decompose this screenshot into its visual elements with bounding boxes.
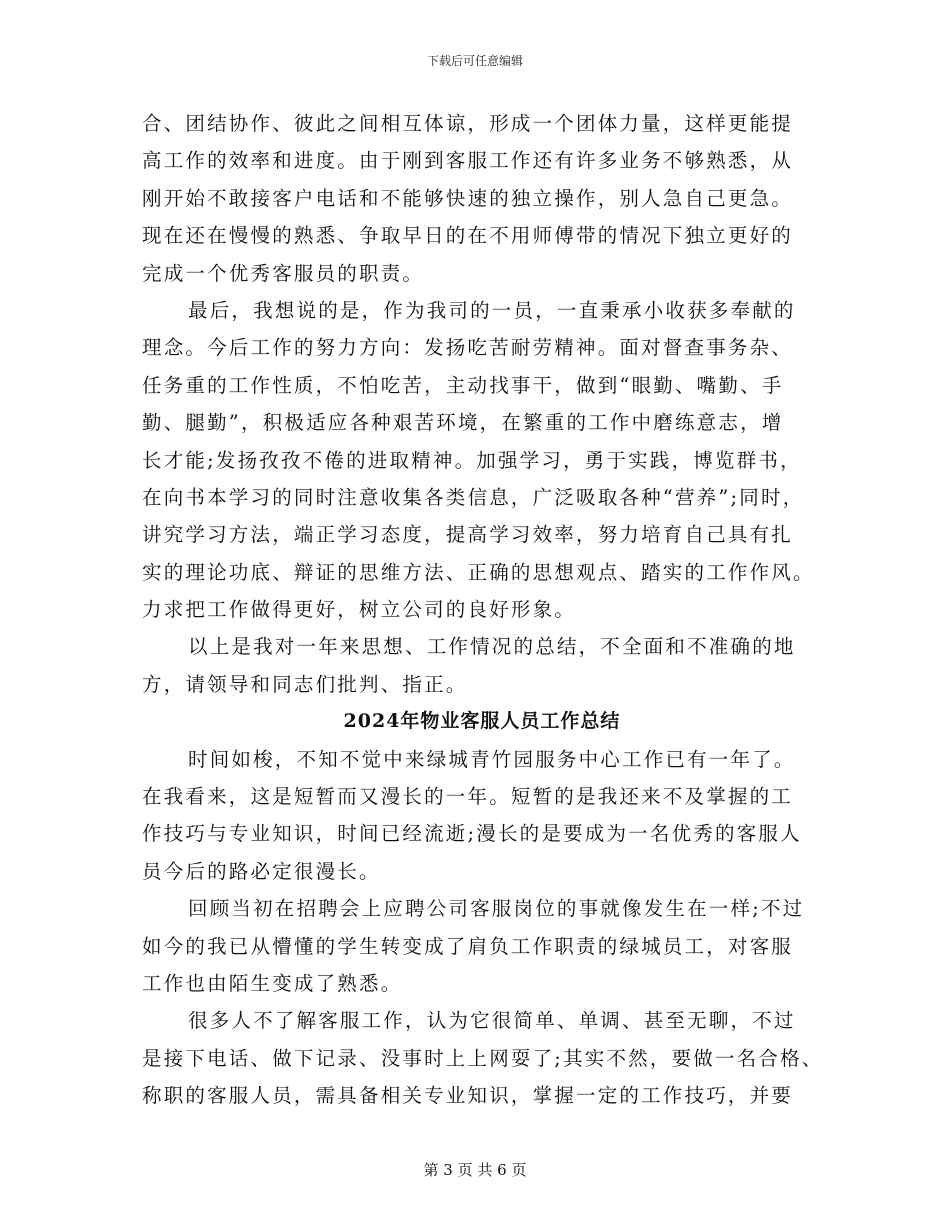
text-line: 讲究学习方法，端正学习态度，提高学习效率，努力培育自己具有扎 (142, 523, 794, 547)
text-line: 理念。今后工作的努力方向：发扬吃苦耐劳精神。面对督查事务杂、 (142, 336, 794, 360)
text-line: 是接下电话、做下记录、没事时上上网耍了;其实不然，要做一名合格、 (142, 1046, 824, 1070)
paragraph-start-line: 很多人不了解客服工作，认为它很简单、单调、甚至无聊，不过 (188, 1009, 796, 1033)
text-line: 刚开始不敢接客户电话和不能够快速的独立操作，别人急自己更急。 (142, 186, 794, 210)
text-line: 方，请领导和同志们批判、指正。 (142, 672, 468, 696)
text-line: 在向书本学习的同时注意收集各类信息，广泛吸取各种“营养”;同时， (142, 485, 805, 509)
text-line: 工作也由陌生变成了熟悉。 (142, 971, 403, 995)
paragraph-start-line: 时间如梭，不知不觉中来绿城青竹园服务中心工作已有一年了。 (188, 747, 796, 771)
text-line: 长才能;发扬孜孜不倦的进取精神。加强学习，勇于实践，博览群书， (142, 448, 802, 472)
text-line: 任务重的工作性质，不怕吃苦，主动找事干，做到“眼勤、嘴勤、手 (142, 373, 784, 397)
text-line: 合、团结协作、彼此之间相互体谅，形成一个团体力量，这样更能提 (142, 112, 794, 135)
text-line: 勤、腿勤”，积极适应各种艰苦环境，在繁重的工作中磨练意志，增 (142, 411, 784, 435)
document-body (142, 105, 822, 1115)
text-line: 力求把工作做得更好，树立公司的良好形象。 (142, 598, 577, 622)
text-line: 实的理论功底、辩证的思维方法、正确的思想观点、踏实的工作作风。 (142, 560, 815, 584)
text-line: 现在还在慢慢的熟悉、争取早日的在不用师傅带的情况下独立更好的 (142, 224, 794, 248)
paragraph-start-line: 最后，我想说的是，作为我司的一员，一直秉承小收获多奉献的 (188, 298, 796, 322)
text-line: 作技巧与专业知识，时间已经流逝;漫长的是要成为一名优秀的客服人 (142, 822, 802, 846)
section-title: 2024年物业客服人员工作总结 (343, 710, 621, 733)
page-footer: 第 3 页 共 6 页 (423, 1161, 527, 1179)
text-line: 高工作的效率和进度。由于刚到客服工作还有许多业务不够熟悉，从 (142, 149, 794, 173)
text-line: 在我看来，这是短暂而又漫长的一年。短暂的是我还来不及掌握的工 (142, 785, 794, 809)
paragraph-start-line: 回顾当初在招聘会上应聘公司客服岗位的事就像发生在一样;不过 (188, 897, 805, 921)
page-header: 下载后可任意编辑 (426, 54, 523, 68)
text-line: 如今的我已从懵懂的学生转变成了肩负工作职责的绿城员工，对客服 (142, 934, 794, 958)
paragraph-start-line: 以上是我对一年来思想、工作情况的总结，不全面和不准确的地 (188, 635, 796, 659)
text-line: 完成一个优秀客服员的职责。 (142, 261, 425, 285)
text-line: 称职的客服人员，需具备相关专业知识，掌握一定的工作技巧，并要 (142, 1084, 794, 1108)
text-line: 员今后的路必定很漫长。 (142, 859, 381, 883)
